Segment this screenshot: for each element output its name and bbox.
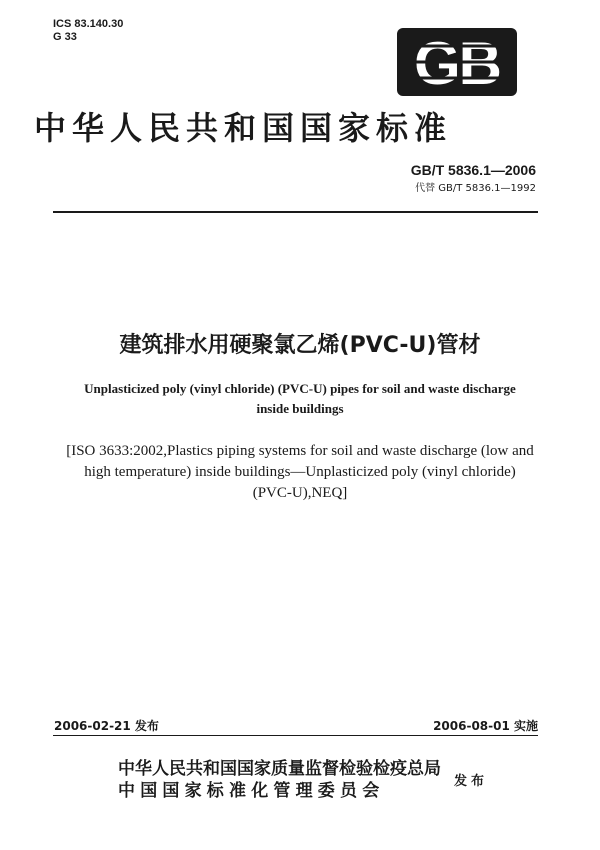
publisher-line-1: 中华人民共和国国家质量监督检验检疫总局	[118, 759, 441, 779]
bottom-divider	[53, 735, 538, 736]
iso-reference-line-2: high temperature) inside buildings—Unplasticized poly (vinyl chloride)	[84, 464, 516, 480]
iso-reference-line-3: (PVC-U),NEQ]	[252, 485, 348, 501]
publish-label: 发布	[454, 774, 489, 789]
national-standard-title: 中华人民共和国国家标准	[34, 109, 453, 147]
svg-text:GB: GB	[414, 30, 500, 97]
iso-reference	[46, 441, 554, 504]
ccs-code: G 33	[53, 31, 77, 43]
ics-code: ICS 83.140.30	[53, 18, 124, 30]
standard-number: GB/T 5836.1—2006	[410, 162, 536, 178]
english-title-line-1: Unplasticized poly (vinyl chloride) (PVC-U) pipes for soil and waste discharge	[84, 381, 516, 396]
replaces-standard: 代替 GB/T 5836.1—1992	[415, 183, 536, 194]
english-title	[60, 379, 540, 419]
top-divider	[53, 211, 538, 213]
publisher-line-2: 中国国家标准化管理委员会	[118, 781, 385, 801]
standard-number-block	[411, 162, 536, 194]
issue-date: 2006-02-21 发布	[54, 719, 159, 733]
publisher-block	[118, 758, 441, 802]
implementation-date: 2006-08-01 实施	[433, 719, 538, 733]
iso-reference-line-1: [ISO 3633:2002,Plastics piping systems for soil and waste discharge (low and	[66, 443, 534, 459]
english-title-line-2: inside buildings	[256, 401, 344, 416]
gb-logo	[395, 24, 519, 100]
classification-codes	[53, 18, 123, 44]
chinese-title: 建筑排水用硬聚氯乙烯(PVC-U)管材	[119, 333, 481, 358]
